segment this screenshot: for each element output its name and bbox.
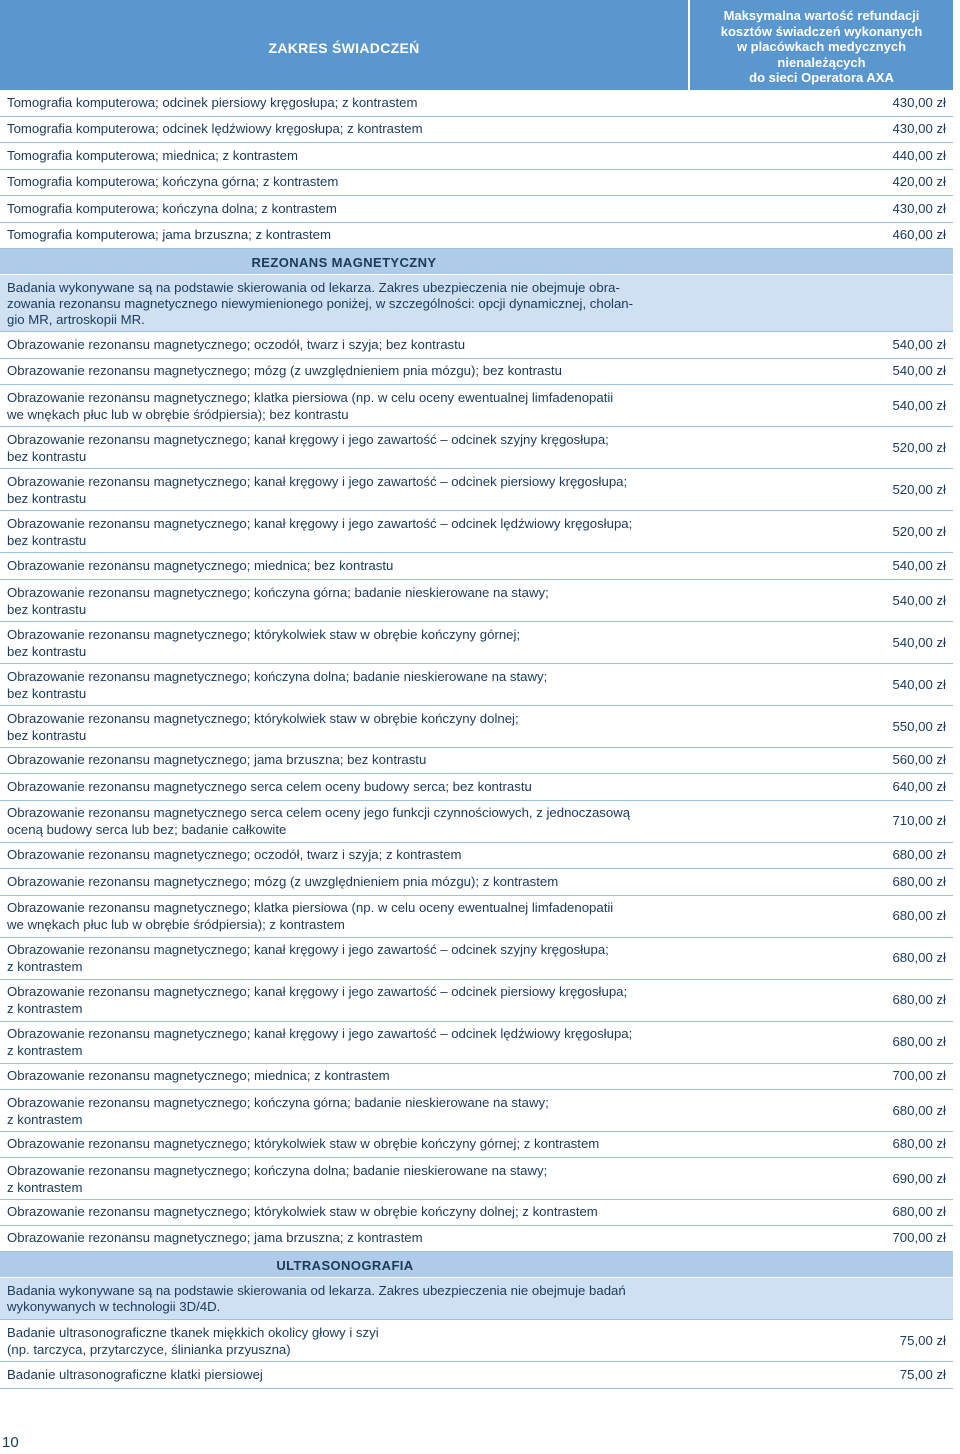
table-row (0, 869, 953, 896)
table-row (0, 427, 953, 469)
row-price: 680,00 zł (892, 1034, 946, 1049)
row-price: 460,00 zł (892, 227, 946, 242)
row-description: Obrazowanie rezonansu magnetycznego serca celem oceny jego funkcji czynnościowych, z jednoczasową oceną budowy serca lub bez; badanie całkowite (7, 805, 631, 837)
row-description: Obrazowanie rezonansu magnetycznego; klatka piersiowa (np. w celu oceny ewentualnej limfadenopatii we wnękach płuc lub w obrębie śródpiersia); z kontrastem (7, 900, 614, 932)
row-price: 680,00 zł (892, 1103, 946, 1118)
row-description: Obrazowanie rezonansu magnetycznego; kanał kręgowy i jego zawartość – odcinek szyjny kręgosłupa; bez kontrastu (7, 432, 609, 464)
table-row (0, 1132, 953, 1158)
table-row (0, 1362, 953, 1389)
row-description: Tomografia komputerowa; odcinek piersiowy kręgosłupa; z kontrastem (7, 95, 418, 110)
table-row (0, 1022, 953, 1064)
row-price: 700,00 zł (892, 1230, 946, 1245)
table-row (0, 223, 953, 249)
row-description: Obrazowanie rezonansu magnetycznego; jama brzuszna; z kontrastem (7, 1230, 423, 1245)
table-row (0, 511, 953, 553)
table-row (0, 1090, 953, 1132)
row-price: 550,00 zł (892, 719, 946, 734)
row-description: Obrazowanie rezonansu magnetycznego; kończyna górna; badanie nieskierowane na stawy; z kontrastem (7, 1095, 549, 1127)
row-description: Tomografia komputerowa; odcinek lędźwiowy kręgosłupa; z kontrastem (7, 121, 423, 136)
column-header-limit (690, 0, 953, 90)
row-description: Tomografia komputerowa; miednica; z kontrastem (7, 148, 298, 163)
table-row (0, 774, 953, 801)
section-header-usg (0, 1252, 953, 1278)
row-price: 540,00 zł (892, 363, 946, 378)
table-row (0, 580, 953, 622)
row-price: 680,00 zł (892, 874, 946, 889)
table-row (0, 1158, 953, 1200)
column-header-limit-line: kosztów świadczeń wykonanych (720, 23, 923, 39)
table-row (0, 896, 953, 938)
row-price: 430,00 zł (892, 121, 946, 136)
row-description: Obrazowanie rezonansu magnetycznego; kanał kręgowy i jego zawartość – odcinek szyjny kręgosłupa; z kontrastem (7, 942, 609, 974)
row-price: 420,00 zł (892, 174, 946, 189)
section-title: ULTRASONOGRAFIA (276, 1258, 414, 1273)
row-description: Obrazowanie rezonansu magnetycznego serca celem oceny budowy serca; bez kontrastu (7, 779, 532, 794)
row-price: 680,00 zł (892, 992, 946, 1007)
row-description: Obrazowanie rezonansu magnetycznego; miednica; bez kontrastu (7, 558, 394, 573)
row-description: Obrazowanie rezonansu magnetycznego; kończyna górna; badanie nieskierowane na stawy; bez kontrastu (7, 585, 549, 617)
table-row (0, 980, 953, 1022)
row-price: 680,00 zł (892, 908, 946, 923)
row-price: 520,00 zł (892, 524, 946, 539)
table-row (0, 1320, 953, 1362)
row-description: Badanie ultrasonograficzne klatki piersiowej (7, 1367, 263, 1382)
table-row (0, 938, 953, 980)
row-description: Tomografia komputerowa; kończyna górna; z kontrastem (7, 174, 339, 189)
row-description: Obrazowanie rezonansu magnetycznego; kanał kręgowy i jego zawartość – odcinek piersiowy kręgosłupa; z kontrastem (7, 984, 628, 1016)
row-description: Badanie ultrasonograficzne tkanek miękkich okolicy głowy i szyi (np. tarczyca, przytarczyce, ślinianka przyuszna) (7, 1325, 379, 1357)
row-price: 430,00 zł (892, 201, 946, 216)
row-description: Obrazowanie rezonansu magnetycznego; kanał kręgowy i jego zawartość – odcinek lędźwiowy kręgosłupa; z kontrastem (7, 1026, 633, 1058)
row-description: Obrazowanie rezonansu magnetycznego; klatka piersiowa (np. w celu oceny ewentualnej limfadenopatii we wnękach płuc lub w obrębie śródpiersia); bez kontrastu (7, 390, 614, 422)
row-price: 540,00 zł (892, 337, 946, 352)
row-description: Obrazowanie rezonansu magnetycznego; kanał kręgowy i jego zawartość – odcinek lędźwiowy kręgosłupa; bez kontrastu (7, 516, 633, 548)
row-description: Tomografia komputerowa; jama brzuszna; z kontrastem (7, 227, 331, 242)
column-header-limit-line: Maksymalna wartość refundacji (723, 8, 920, 23)
table-row (0, 385, 953, 427)
section-header-mri (0, 249, 953, 275)
row-description: Obrazowanie rezonansu magnetycznego; którykolwiek staw w obrębie kończyny górnej; bez kontrastu (7, 627, 521, 659)
column-header-scope-label: ZAKRES ŚWIADCZEŃ (268, 40, 420, 56)
column-header-limit-line: do sieci Operatora AXA (749, 70, 894, 85)
section-note-mri (0, 275, 953, 332)
table-row (0, 332, 953, 359)
table-row (0, 469, 953, 511)
section-note-text: Badania wykonywane są na podstawie skierowania od lekarza. Zakres ubezpieczenia nie obejmuje badań wykonywanych w technologii 3D/4D. (7, 1283, 626, 1314)
row-price: 680,00 zł (892, 847, 946, 862)
row-price: 640,00 zł (892, 779, 946, 794)
row-price: 710,00 zł (892, 813, 946, 828)
section-note-usg (0, 1278, 953, 1320)
row-price: 560,00 zł (892, 752, 946, 767)
table-row (0, 359, 953, 385)
table-row (0, 91, 953, 117)
table-row (0, 664, 953, 706)
row-description: Obrazowanie rezonansu magnetycznego; którykolwiek staw w obrębie kończyny górnej; z kontrastem (7, 1136, 600, 1151)
table-row (0, 843, 953, 869)
row-price: 680,00 zł (892, 1204, 946, 1219)
row-price: 440,00 zł (892, 148, 946, 163)
table-row (0, 748, 953, 774)
table-row (0, 706, 953, 748)
row-price: 680,00 zł (892, 1136, 946, 1151)
row-description: Obrazowanie rezonansu magnetycznego; mózg (z uwzględnieniem pnia mózgu); z kontrastem (7, 874, 559, 889)
row-description: Obrazowanie rezonansu magnetycznego; oczodół, twarz i szyja; bez kontrastu (7, 337, 466, 352)
section-title: REZONANS MAGNETYCZNY (251, 255, 437, 270)
row-price: 540,00 zł (892, 635, 946, 650)
row-description: Obrazowanie rezonansu magnetycznego; kanał kręgowy i jego zawartość – odcinek piersiowy kręgosłupa; bez kontrastu (7, 474, 628, 506)
table-row (0, 117, 953, 143)
row-description: Obrazowanie rezonansu magnetycznego; którykolwiek staw w obrębie kończyny dolnej; bez kontrastu (7, 711, 519, 743)
row-description: Obrazowanie rezonansu magnetycznego; kończyna dolna; badanie nieskierowane na stawy; z kontrastem (7, 1163, 548, 1195)
row-price: 75,00 zł (899, 1333, 946, 1348)
row-price: 540,00 zł (892, 677, 946, 692)
row-description: Tomografia komputerowa; kończyna dolna; z kontrastem (7, 201, 337, 216)
page-number: 10 (2, 1434, 19, 1451)
table-row (0, 196, 953, 223)
column-header-limit-line: w placówkach medycznych (736, 39, 907, 54)
row-price: 430,00 zł (892, 95, 946, 110)
row-price: 540,00 zł (892, 558, 946, 573)
row-description: Obrazowanie rezonansu magnetycznego; kończyna dolna; badanie nieskierowane na stawy; bez kontrastu (7, 669, 548, 701)
row-price: 700,00 zł (892, 1068, 946, 1083)
table-row (0, 622, 953, 664)
row-description: Obrazowanie rezonansu magnetycznego; miednica; z kontrastem (7, 1068, 390, 1083)
table-row (0, 1200, 953, 1226)
column-header-limit-line: nienależących (777, 54, 866, 70)
table-row (0, 170, 953, 196)
row-price: 690,00 zł (892, 1171, 946, 1186)
row-description: Obrazowanie rezonansu magnetycznego; jama brzuszna; bez kontrastu (7, 752, 427, 767)
row-description: Obrazowanie rezonansu magnetycznego; oczodół, twarz i szyja; z kontrastem (7, 847, 462, 862)
section-note-text: Badania wykonywane są na podstawie skierowania od lekarza. Zakres ubezpieczenia nie obejmuje obra- zowania rezonansu magnetycznego niewymienionego poniżej, w szczególności: opcji dynamicznej, cholan- gio MR, artroskopii MR. (7, 280, 634, 327)
row-price: 520,00 zł (892, 440, 946, 455)
row-price: 75,00 zł (899, 1367, 946, 1382)
table-row (0, 801, 953, 843)
row-price: 540,00 zł (892, 398, 946, 413)
row-price: 680,00 zł (892, 950, 946, 965)
row-description: Obrazowanie rezonansu magnetycznego; mózg (z uwzględnieniem pnia mózgu); bez kontrastu (7, 363, 562, 378)
table-row (0, 553, 953, 580)
column-header-scope (0, 0, 688, 90)
table-row (0, 143, 953, 170)
row-description: Obrazowanie rezonansu magnetycznego; którykolwiek staw w obrębie kończyny dolnej; z kontrastem (7, 1204, 598, 1219)
table-row (0, 1064, 953, 1090)
table-row (0, 1226, 953, 1252)
row-price: 540,00 zł (892, 593, 946, 608)
row-price: 520,00 zł (892, 482, 946, 497)
